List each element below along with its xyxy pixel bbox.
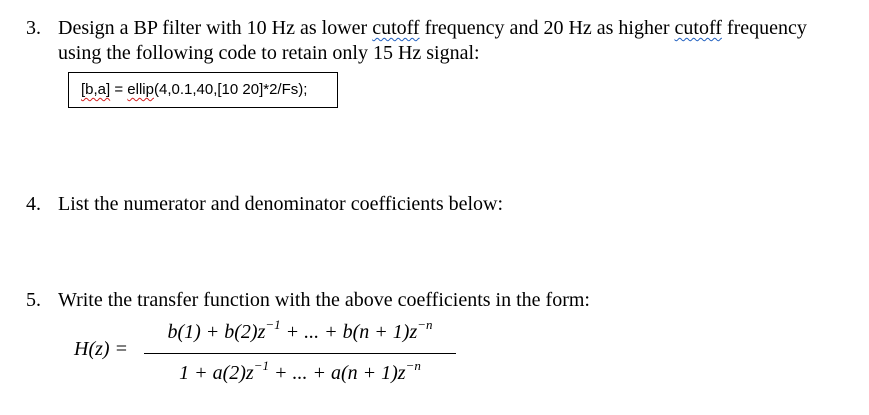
question-4-text: List the numerator and denominator coefficients below: [58,193,504,215]
formula-denominator: $1 + a(2)z^{-1}$ + ... + $a(n + 1)z^{-n}$ [179,358,421,384]
formula-numerator: $b(1) + b(2)z^{-1}$ + ... + $b(n + 1)z^{-n}$ [167,317,433,343]
code-box: [b,a] = ellip(4,0.1,40,[10 20]*2/Fs); [68,72,338,108]
question-3-number: 3. [26,17,41,39]
fraction-bar [144,353,456,354]
question-5-text: Write the transfer function with the above coefficients in the form: [58,289,590,311]
question-4 [26,192,856,218]
question-5-number: 5. [26,289,41,311]
spellcheck-word-cutoff: cutoff [674,17,722,39]
question-3-line-1: Design a BP filter with 10 Hz as lower cutoff frequency and 20 Hz as higher cutoff frequency [58,17,807,39]
spellcheck-word-ba: [b,a] [81,81,111,98]
transfer-function-formula [72,318,472,398]
spellcheck-word-ellip: ellip [127,81,154,98]
formula-lhs: H(z) = [74,338,129,360]
spellcheck-word-cutoff: cutoff [372,17,420,39]
question-3 [26,16,856,66]
question-5 [26,288,856,314]
question-4-number: 4. [26,193,41,215]
question-3-line-2: using the following code to retain only 15 Hz signal: [58,42,480,64]
